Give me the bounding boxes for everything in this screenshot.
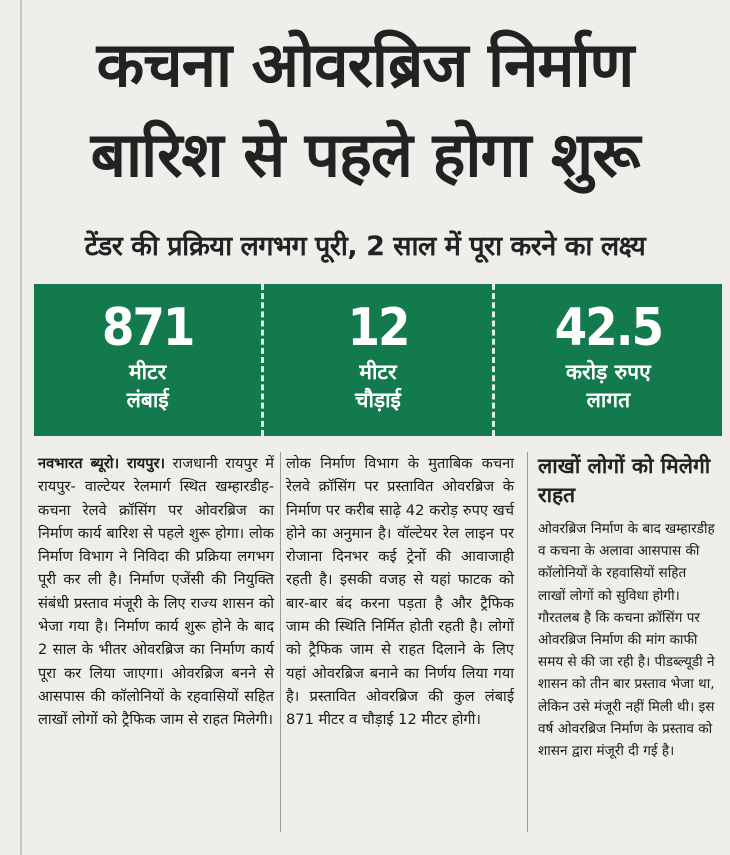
stat-length — [34, 284, 261, 436]
subheadline: टेंडर की प्रक्रिया लगभग पूरी, 2 साल में पूरा करने का लक्ष्य — [84, 231, 646, 262]
byline: नवभारत ब्यूरो। रायपुर। — [38, 455, 166, 472]
column-divider-2 — [527, 452, 528, 832]
stat-width-unit: मीटर — [359, 360, 397, 384]
sidebar-text: ओवरब्रिज निर्माण के बाद खम्हारडीह व कचना के अलावा आसपास की कॉलोनियों के रहवासियों सहित लाखों लोगों को सुविधा होगी। गौरतलब है कि कचना क्रॉसिंग पर ओवरब्रिज निर्माण की मांग काफी समय से की जा रही है। पीडब्ल्यूडी ने शासन को तीन बार प्रस्ताव भेजा था, लेकिन उसे मंजूरी नहीं मिली थी। इस वर्ष ओवरब्रिज निर्माण के प्रस्ताव को शासन द्वारा मंजूरी दी गई है। — [538, 521, 715, 760]
stat-cost-value: 42.5 — [554, 298, 663, 358]
stat-length-value: 871 — [101, 298, 194, 358]
stat-width-label: चौड़ाई — [355, 388, 401, 412]
stat-cost — [492, 284, 722, 436]
article-column-2 — [286, 452, 514, 732]
headline-line-1: कचना ओवरब्रिज निर्माण — [96, 28, 634, 101]
stat-length-unit: मीटर — [129, 360, 167, 384]
sidebar-title: लाखों लोगों को मिलेगी राहत — [538, 454, 711, 507]
article-column-2-text: लोक निर्माण विभाग के मुताबिक कचना रेलवे क्रॉसिंग पर प्रस्तावित ओवरब्रिज के निर्माण पर करीब साढ़े 42 करोड़ रुपए खर्च होने का अनुमान है। वॉल्टेयर रेल लाइन पर रोजाना दिनभर कई ट्रेनों की आवाजाही रहती है। इसकी वजह से यहां फाटक को बार-बार बंद करना पड़ता है और ट्रैफिक जाम की स्थिति निर्मित होती रहती है। लोगों को ट्रैफिक जाम से राहत दिलाने के लिए यहां ओवरब्रिज बनाने का निर्णय लिया गया है। प्रस्तावित ओवरब्रिज की कुल लंबाई 871 मीटर व चौड़ाई 12 मीटर होगी। — [286, 455, 514, 729]
stat-length-label: लंबाई — [126, 388, 169, 412]
stat-cost-label: लागत — [586, 388, 631, 412]
headline-line-2: बारिश से पहले होगा शुरू — [90, 118, 640, 191]
stat-width-value: 12 — [347, 298, 409, 358]
article-column-1-text: राजधानी रायपुर में रायपुर- वाल्टेयर रेलमार्ग स्थित खम्हारडीह-कचना रेलवे क्रॉसिंग पर ओवरब्रिज का निर्माण कार्य बारिश से पहले शुरू होगा। लोक निर्माण विभाग ने निविदा की प्रक्रिया लगभग पूरी कर ली है। निर्माण एजेंसी की नियुक्ति संबंधी प्रस्ताव मंजूरी के लिए राज्य शासन को भेजा गया है। निर्माण कार्य शुरू होने के बाद 2 साल के भीतर ओवरब्रिज का निर्माण कार्य पूरा कर लिया जाएगा। ओवरब्रिज बनने से आसपास की कॉलोनियों के रहवासियों सहित लाखों लोगों को ट्रैफिक जाम से राहत मिलेगी। — [38, 455, 274, 729]
article-column-1 — [38, 452, 274, 732]
sidebar-box — [538, 452, 716, 762]
column-divider-1 — [280, 452, 281, 832]
stats-band — [34, 284, 722, 436]
stat-width — [261, 284, 491, 436]
stat-cost-unit: करोड़ रुपए — [565, 360, 651, 384]
